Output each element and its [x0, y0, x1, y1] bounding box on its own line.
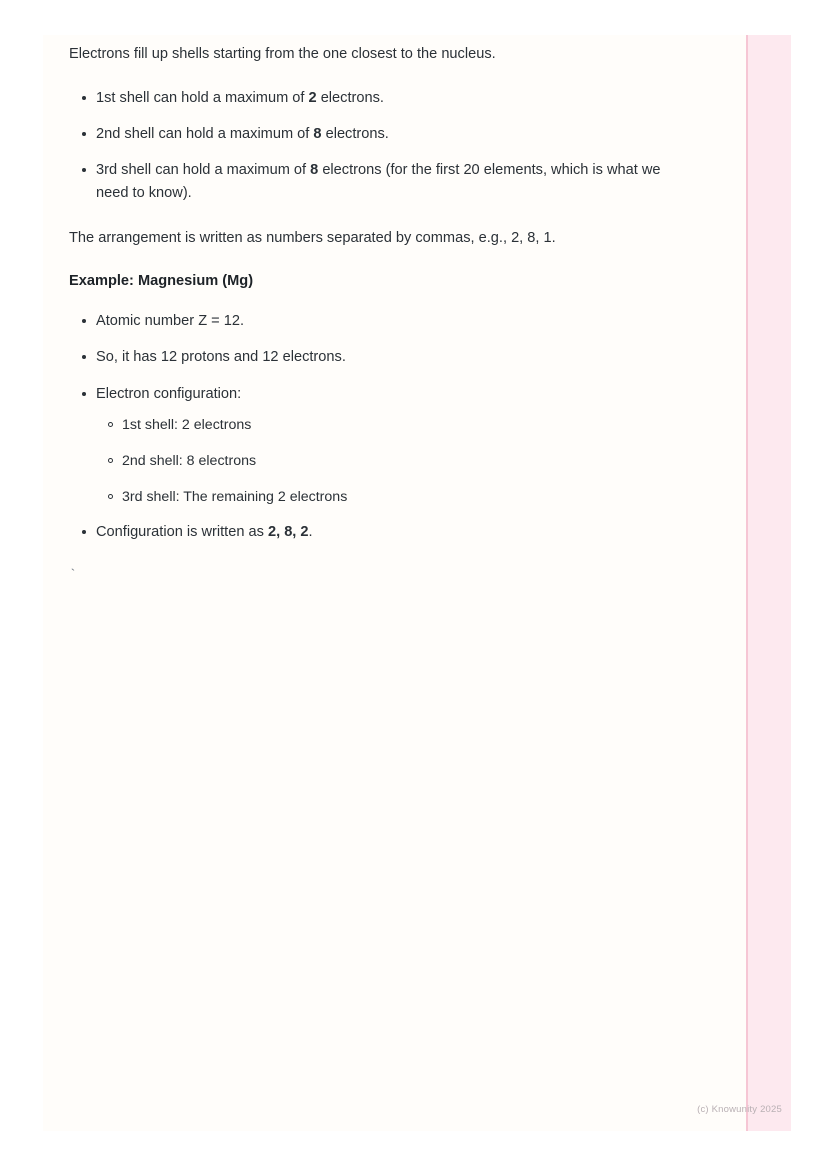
intro-paragraph: Electrons fill up shells starting from the one closest to the nucleus. [69, 46, 496, 62]
shell-rule-2-pre: 2nd shell can hold a maximum of [96, 125, 314, 142]
shell-rule-3-pre: 3rd shell can hold a maximum of [96, 161, 311, 178]
shell-rule-3-post: electrons (for the first 20 elements, which is what we need to know). [96, 161, 661, 201]
arrangement-paragraph: The arrangement is written as numbers separated by commas, e.g., 2, 8, 1. [69, 229, 556, 246]
shell-capacity-list [69, 87, 679, 205]
configuration-label: Electron configuration: [96, 385, 242, 402]
document-page [43, 35, 791, 1131]
list-item [96, 123, 679, 146]
notes-content [69, 43, 679, 581]
page-side-strip [746, 35, 791, 1131]
list-item: So, it has 12 protons and 12 electrons. [96, 346, 679, 369]
configuration-result-pre: Configuration is written as [96, 524, 268, 541]
list-item: 3rd shell: The remaining 2 electrons [122, 487, 679, 508]
watermark: (c) Knowunity 2025 [697, 1104, 782, 1115]
list-item [96, 383, 679, 509]
shell-rule-2-value: 8 [313, 125, 322, 142]
list-item: Atomic number Z = 12. [96, 310, 679, 333]
list-item [96, 87, 679, 110]
page-content-area [43, 35, 748, 1131]
stray-backtick: ` [69, 567, 77, 583]
configuration-result-value: 2, 8, 2 [267, 524, 309, 541]
list-item: 2nd shell: 8 electrons [122, 451, 679, 472]
configuration-result-post: . [308, 524, 313, 541]
list-item [96, 159, 679, 205]
example-heading: Example: Magnesium (Mg) [69, 273, 254, 290]
shell-rule-1-value: 2 [308, 89, 317, 106]
shell-rule-3-value: 8 [310, 161, 319, 178]
list-item [96, 521, 679, 544]
shell-breakdown-list [96, 415, 679, 509]
example-list [69, 310, 679, 544]
list-item: 1st shell: 2 electrons [122, 415, 679, 436]
shell-rule-1-post: electrons. [316, 89, 384, 106]
shell-rule-1-pre: 1st shell can hold a maximum of [96, 89, 309, 106]
shell-rule-2-post: electrons. [321, 125, 389, 142]
